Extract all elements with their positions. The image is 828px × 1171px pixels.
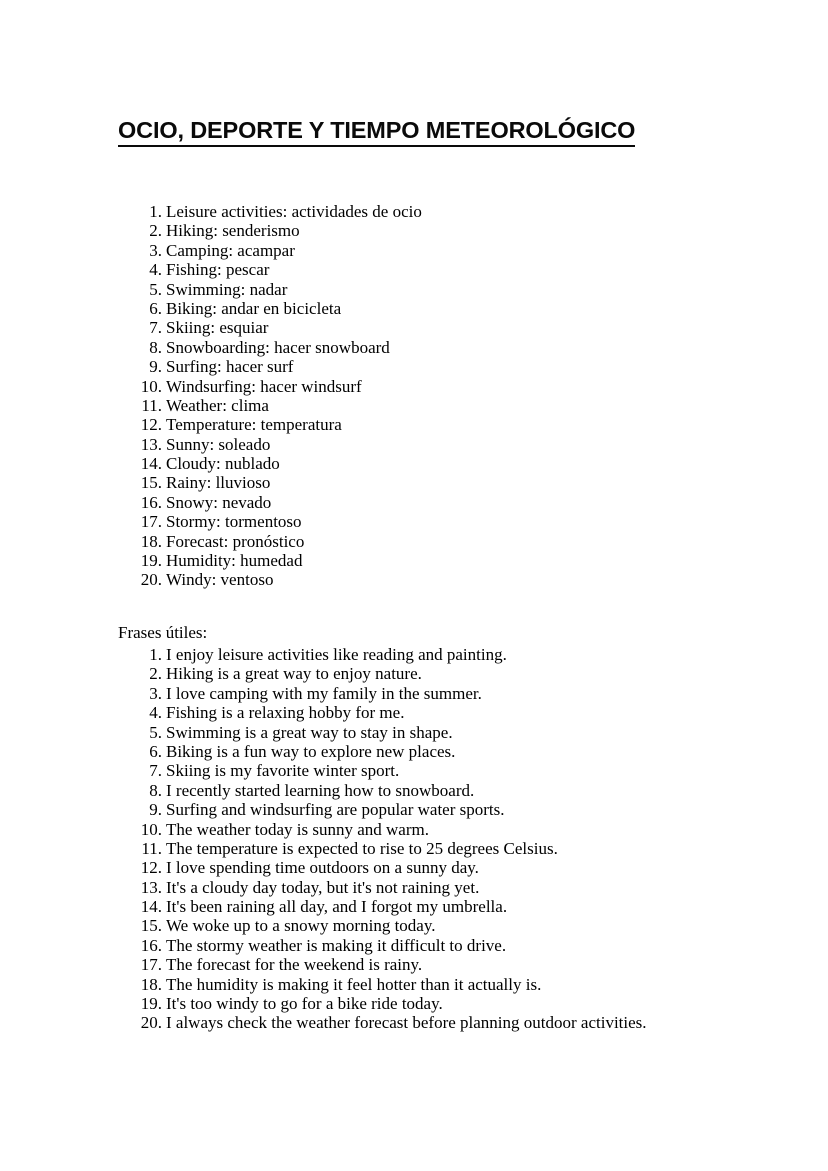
list-item-number: 20. xyxy=(140,1013,162,1033)
list-item xyxy=(0,280,828,299)
list-item-number: 18. xyxy=(140,531,162,551)
list-item-text: Swimming: nadar xyxy=(166,279,288,299)
list-item xyxy=(0,742,828,761)
list-item xyxy=(0,800,828,819)
list-item-number: 12. xyxy=(140,415,162,435)
list-item xyxy=(0,645,828,664)
list-item-text: We woke up to a snowy morning today. xyxy=(166,916,436,936)
list-item-number: 4. xyxy=(149,260,162,280)
list-item xyxy=(0,897,828,916)
list-item-text: Skiing: esquiar xyxy=(166,318,269,338)
list-item xyxy=(0,299,828,318)
list-item-number: 13. xyxy=(140,434,162,454)
list-item-text: Snowboarding: hacer snowboard xyxy=(166,337,390,357)
page-title xyxy=(118,116,635,147)
list-item-number: 2. xyxy=(149,664,162,684)
list-item-text: Humidity: humedad xyxy=(166,551,303,571)
list-item xyxy=(0,916,828,935)
list-item-text: Temperature: temperatura xyxy=(166,415,342,435)
list-item-number: 9. xyxy=(149,357,162,377)
list-item-text: Forecast: pronóstico xyxy=(166,531,305,551)
list-item-number: 6. xyxy=(149,298,162,318)
list-item-number: 5. xyxy=(149,279,162,299)
list-item-number: 16. xyxy=(140,492,162,512)
list-item-text: It's too windy to go for a bike ride today. xyxy=(166,994,443,1014)
list-item xyxy=(0,570,828,589)
list-item xyxy=(0,493,828,512)
list-item xyxy=(0,202,828,221)
list-item xyxy=(0,761,828,780)
list-item xyxy=(0,551,828,570)
list-item-text: The stormy weather is making it difficult to drive. xyxy=(166,935,507,955)
list-item-number: 11. xyxy=(141,395,162,415)
list-item-number: 6. xyxy=(149,741,162,761)
list-item-text: Swimming is a great way to stay in shape. xyxy=(166,722,453,742)
list-item xyxy=(0,723,828,742)
list-item-number: 16. xyxy=(140,935,162,955)
list-item-text: I always check the weather forecast before planning outdoor activities. xyxy=(166,1013,647,1033)
list-item xyxy=(0,396,828,415)
page-title-text: OCIO, DEPORTE Y TIEMPO METEOROLÓGICO xyxy=(118,116,635,147)
list-item-text: Stormy: tormentoso xyxy=(166,512,302,532)
list-item-text: Leisure activities: actividades de ocio xyxy=(166,202,422,221)
list-item xyxy=(0,936,828,955)
list-item-number: 1. xyxy=(149,645,162,664)
list-item-number: 8. xyxy=(149,337,162,357)
list-item xyxy=(0,260,828,279)
list-item xyxy=(0,839,828,858)
list-item-number: 8. xyxy=(149,780,162,800)
list-item xyxy=(0,664,828,683)
list-item-text: Sunny: soleado xyxy=(166,434,271,454)
list-item-text: Hiking is a great way to enjoy nature. xyxy=(166,664,422,684)
list-item-number: 10. xyxy=(140,376,162,396)
list-item xyxy=(0,415,828,434)
list-item-number: 5. xyxy=(149,722,162,742)
list-item-text: Fishing is a relaxing hobby for me. xyxy=(166,703,405,723)
list-item xyxy=(0,955,828,974)
list-item xyxy=(0,435,828,454)
list-item-number: 18. xyxy=(140,974,162,994)
list-item-number: 3. xyxy=(149,683,162,703)
list-item-number: 10. xyxy=(140,819,162,839)
list-item-text: It's a cloudy day today, but it's not raining yet. xyxy=(166,877,480,897)
list-item-number: 15. xyxy=(140,916,162,936)
list-item-number: 17. xyxy=(140,512,162,532)
list-item xyxy=(0,357,828,376)
list-item-text: It's been raining all day, and I forgot my umbrella. xyxy=(166,897,508,917)
vocabulary-list xyxy=(0,202,828,590)
list-item-text: Surfing and windsurfing are popular water sports. xyxy=(166,800,505,820)
list-item-number: 1. xyxy=(149,202,162,221)
list-item xyxy=(0,994,828,1013)
list-item xyxy=(0,512,828,531)
list-item-number: 3. xyxy=(149,240,162,260)
list-item-number: 19. xyxy=(140,551,162,571)
list-item-text: The weather today is sunny and warm. xyxy=(166,819,429,839)
list-item-text: The humidity is making it feel hotter than it actually is. xyxy=(166,974,542,994)
list-item xyxy=(0,318,828,337)
list-item-text: I enjoy leisure activities like reading and painting. xyxy=(166,645,507,664)
list-item-number: 7. xyxy=(149,761,162,781)
list-item xyxy=(0,781,828,800)
list-item-text: Snowy: nevado xyxy=(166,492,272,512)
list-item-number: 9. xyxy=(149,800,162,820)
list-item xyxy=(0,878,828,897)
list-item-text: Windsurfing: hacer windsurf xyxy=(166,376,362,396)
list-item-number: 17. xyxy=(140,955,162,975)
list-item-text: Hiking: senderismo xyxy=(166,221,300,241)
list-item-text: Biking is a fun way to explore new places. xyxy=(166,741,456,761)
list-item-number: 11. xyxy=(141,838,162,858)
list-item xyxy=(0,338,828,357)
list-item-text: The temperature is expected to rise to 25 degrees Celsius. xyxy=(166,838,558,858)
list-item-text: I recently started learning how to snowboard. xyxy=(166,780,475,800)
list-item-text: Skiing is my favorite winter sport. xyxy=(166,761,400,781)
list-item-text: Biking: andar en bicicleta xyxy=(166,298,342,318)
list-item-text: I love spending time outdoors on a sunny day. xyxy=(166,858,479,878)
list-item-text: Weather: clima xyxy=(166,395,269,415)
list-item-text: The forecast for the weekend is rainy. xyxy=(166,955,423,975)
list-item xyxy=(0,221,828,240)
list-item-number: 7. xyxy=(149,318,162,338)
list-item-number: 19. xyxy=(140,994,162,1014)
list-item xyxy=(0,684,828,703)
list-item xyxy=(0,1013,828,1032)
list-item-number: 13. xyxy=(140,877,162,897)
phrases-list xyxy=(0,645,828,1033)
list-item xyxy=(0,377,828,396)
list-item xyxy=(0,473,828,492)
list-item xyxy=(0,820,828,839)
list-item-text: Windy: ventoso xyxy=(166,570,274,590)
list-item xyxy=(0,703,828,722)
list-item-number: 14. xyxy=(140,454,162,474)
list-item-text: Fishing: pescar xyxy=(166,260,270,280)
list-item-number: 2. xyxy=(149,221,162,241)
list-item-number: 12. xyxy=(140,858,162,878)
list-item-text: Rainy: lluvioso xyxy=(166,473,271,493)
section-heading-frases-utiles: Frases útiles: xyxy=(118,623,208,642)
list-item-text: Camping: acampar xyxy=(166,240,295,260)
list-item-number: 4. xyxy=(149,703,162,723)
list-item-text: Cloudy: nublado xyxy=(166,454,280,474)
list-item-number: 14. xyxy=(140,897,162,917)
list-item-text: Surfing: hacer surf xyxy=(166,357,294,377)
list-item xyxy=(0,858,828,877)
list-item xyxy=(0,532,828,551)
list-item-text: I love camping with my family in the summer. xyxy=(166,683,482,703)
list-item-number: 20. xyxy=(140,570,162,590)
list-item-number: 15. xyxy=(140,473,162,493)
list-item xyxy=(0,975,828,994)
list-item xyxy=(0,454,828,473)
list-item xyxy=(0,241,828,260)
